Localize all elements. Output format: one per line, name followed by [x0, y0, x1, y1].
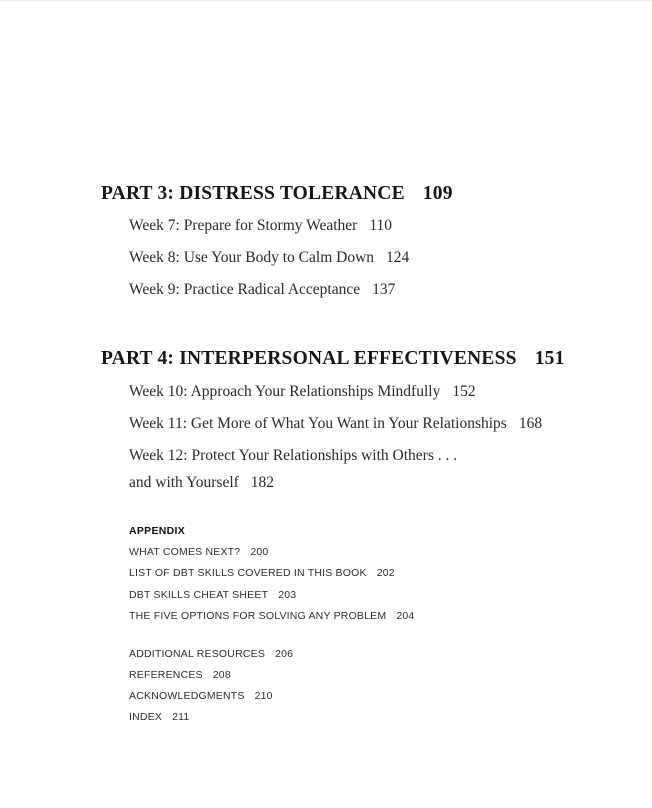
part-3-title: PART 3: DISTRESS TOLERANCE	[101, 183, 405, 204]
backmatter-item-page: 206	[275, 648, 294, 660]
backmatter-item[interactable]	[129, 669, 231, 681]
appendix-item-title: THE FIVE OPTIONS FOR SOLVING ANY PROBLEM	[129, 610, 387, 622]
entry-page-number: 182	[250, 474, 275, 491]
backmatter-item-page: 211	[172, 711, 190, 723]
toc-entry-week-7[interactable]	[129, 217, 392, 235]
backmatter-item-page: 208	[212, 669, 231, 681]
entry-page-number: 137	[372, 281, 396, 298]
toc-entry-week-11[interactable]	[129, 415, 542, 433]
backmatter-item-title: ADDITIONAL RESOURCES	[129, 648, 266, 660]
toc-entry-week-10[interactable]	[129, 383, 476, 401]
entry-page-number: 110	[369, 217, 393, 234]
entry-title: Week 11: Get More of What You Want in Your Relationships	[129, 415, 507, 432]
appendix-heading: APPENDIX	[129, 525, 186, 537]
backmatter-item-title: REFERENCES	[129, 669, 203, 681]
toc-entry-week-8[interactable]	[129, 249, 409, 267]
backmatter-item-title: INDEX	[129, 711, 163, 723]
backmatter-item-title: ACKNOWLEDGMENTS	[129, 690, 245, 702]
backmatter-item[interactable]	[129, 711, 189, 723]
part-4-title: PART 4: INTERPERSONAL EFFECTIVENESS	[101, 348, 517, 369]
appendix-item-page: 204	[396, 610, 415, 622]
entry-title: Week 10: Approach Your Relationships Mindfully	[129, 383, 441, 400]
part-4-heading[interactable]	[101, 348, 565, 370]
toc-entry-week-12-continued[interactable]	[129, 474, 274, 492]
entry-page-number: 124	[386, 249, 410, 266]
appendix-item[interactable]	[129, 610, 414, 622]
appendix-item-title: LIST OF DBT SKILLS COVERED IN THIS BOOK	[129, 567, 367, 579]
backmatter-item[interactable]	[129, 648, 293, 660]
entry-title: Week 8: Use Your Body to Calm Down	[129, 249, 375, 266]
appendix-item[interactable]	[129, 546, 268, 558]
part-3-page-number: 109	[422, 183, 453, 204]
appendix-item-title: DBT SKILLS CHEAT SHEET	[129, 589, 269, 601]
toc-entry-week-12[interactable]	[129, 447, 457, 465]
entry-title-continuation: and with Yourself	[129, 474, 239, 491]
appendix-item-title: WHAT COMES NEXT?	[129, 546, 241, 558]
backmatter-item[interactable]	[129, 690, 273, 702]
toc-entry-week-9[interactable]	[129, 281, 395, 299]
appendix-item-page: 203	[278, 589, 297, 601]
entry-title: Week 7: Prepare for Stormy Weather	[129, 217, 358, 234]
entry-page-number: 168	[518, 415, 543, 432]
entry-title: Week 12: Protect Your Relationships with Others . . .	[129, 447, 458, 464]
appendix-item[interactable]	[129, 567, 395, 579]
backmatter-item-page: 210	[254, 690, 273, 702]
part-3-heading[interactable]	[101, 183, 453, 205]
appendix-item-page: 202	[376, 567, 395, 579]
part-4-page-number: 151	[534, 348, 565, 369]
entry-title: Week 9: Practice Radical Acceptance	[129, 281, 361, 298]
appendix-item-page: 200	[250, 546, 269, 558]
entry-page-number: 152	[452, 383, 476, 400]
appendix-item[interactable]	[129, 589, 296, 601]
